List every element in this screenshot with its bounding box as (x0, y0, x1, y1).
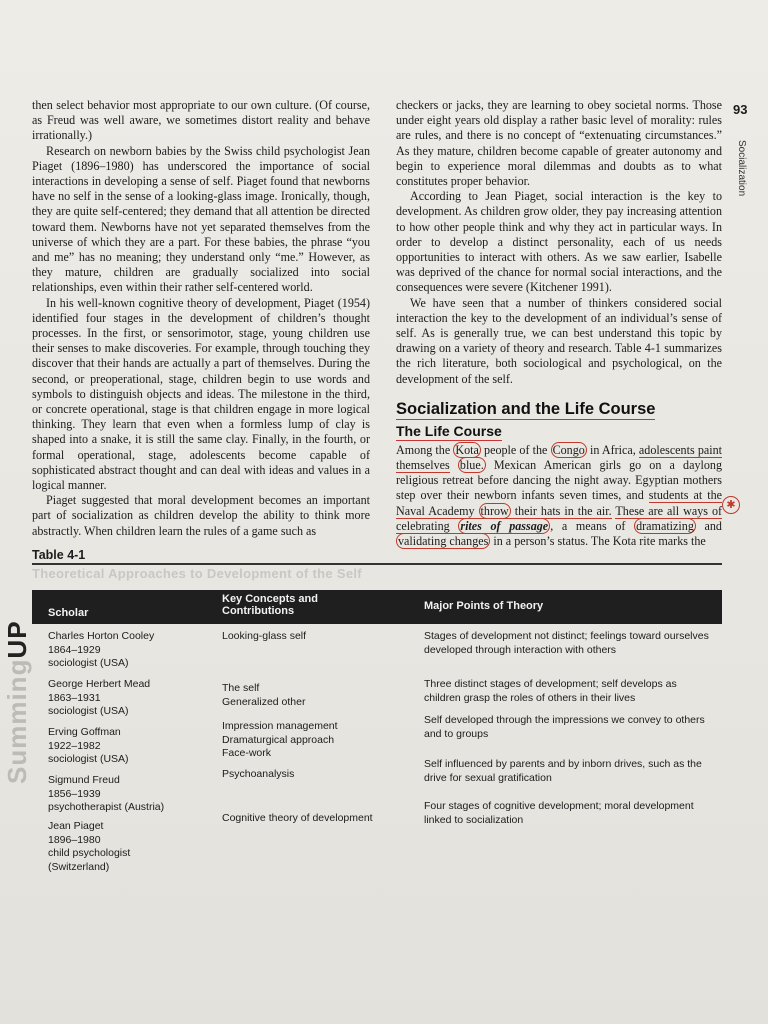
annotation-circle: throw (480, 503, 509, 518)
points-cell: Self developed through the impressions we convey to others and to groups (424, 714, 705, 740)
points-cell: Self influenced by parents and by inborn drives, such as the drive for sexual gratification (424, 758, 702, 784)
annotation-circle: Kota (455, 442, 479, 457)
annotation-underline: adolescents paint themselves (396, 442, 722, 473)
points-cell: Three distinct stages of development; self develops as children grasp the roles of others in their lives (424, 678, 677, 704)
points-cell: Four stages of cognitive development; moral development linked to socialization (424, 800, 694, 826)
annotation-underline: These are all ways of celebrating (396, 503, 723, 533)
paragraph: Piaget suggested that moral development becomes an important part of socialization as children develop the ability to think more abstractly. When children learn the rules of a game such as (32, 493, 370, 538)
right-column (396, 98, 722, 549)
table-label: Table 4-1 (32, 548, 86, 562)
page-number: 93 (733, 102, 748, 117)
sub-heading: The Life Course (396, 422, 502, 439)
paragraph: then select behavior most appropriate to our own culture. (Of course, as Freud was well aware, we sometimes distort reality and behave irrationally.) (32, 98, 370, 143)
annotation-circle: dramatizing (636, 518, 694, 533)
scholar-cell: Jean Piaget 1896–1980 child psychologist (Switzerland) (48, 820, 131, 873)
paragraph: checkers or jacks, they are learning to obey societal norms. Those under eight years old display a rather basic level of morality: rules are rules, and there is no concept of “extenuating circumstances.” As they mature, children become capable of greater autonomy and begin to experience moral dilemmas and doubts as to what constitutes proper behavior. (396, 98, 722, 189)
annotation-asterisk-icon: ✱ (722, 496, 740, 514)
table-divider (32, 563, 722, 565)
annotation-circle: rites of passage (460, 518, 549, 533)
points-cell: Stages of development not distinct; feelings toward ourselves developed through interaction with others (424, 630, 709, 656)
annotation-circle: validating changes (398, 534, 489, 549)
scholar-cell: George Herbert Mead 1863–1931 sociologist (USA) (48, 678, 151, 717)
header-major-points: Major Points of Theory (424, 600, 544, 612)
paragraph: In his well-known cognitive theory of development, Piaget (1954) identified four stages in the development of children’s thought processes. In the first, or sensorimotor, stage, young children use their senses to make discoveries. For example, through touching they discover that their hands are actually a part of themselves. During the second, or preoperational, stage, children begin to use words and symbols to distinguish objects and ideas. The milestone in the third, or concrete operational, stage is that children engage in more logical thinking. They learn that even when a formless lump of clay is shaped into a snake, it is still the same clay. Finally, in the fourth, or formal operational, stage, adolescents become capable of sophisticated abstract thought and can deal with ideas and values in a logical manner. (32, 295, 370, 493)
header-scholar: Scholar (48, 607, 89, 619)
paragraph: Research on newborn babies by the Swiss child psychologist Jean Piaget (1896–1980) has underscored the importance of social interactions in developing a sense of self. Piaget found that newborns have no self in the sense of a looking-glass image. Ironically, though, they are quite self-centered; they demand that all attention be directed toward them. Newborns have not yet separated themselves from the universe of which they are a part. For these babies, the phrase “you and me” has no meaning; they understand only “me.” However, as they mature, children are gradually socialized into social relationships, even within their rather self-centered world. (32, 143, 370, 295)
paragraph: According to Jean Piaget, social interaction is the key to development. As children grow older, they pay increasing attention to how other people think and why they act in particular ways. In order to develop a distinct personality, each of us needs opportunities to interact with others. As we saw earlier, Isabelle was deprived of the chance for normal social interactions, and the consequences were severe (Kitchener 1991). (396, 189, 722, 295)
concepts-cell: Impression management Dramaturgical approach Face-work (222, 720, 338, 759)
annotation-underline: students at the Naval Academy (396, 488, 722, 518)
scholar-cell: Erving Goffman 1922–1982 sociologist (USA) (48, 726, 129, 765)
annotation-circle: blue. (459, 458, 484, 473)
life-course-paragraph: Among the Kota people of the Congo in Africa, adolescents paint themselves blue. Mexican American girls go on a daylong religious retreat before dancing the night away. Egyptian mothers step over their newborn infants seven times, and students at the Naval Academy throw their hats in the air. These are all ways of celebrating rites of passage , a means of dramatizing and validating changes in a person’s status. The Kota rite marks the (396, 442, 723, 549)
summing-up-label: SummingUP (2, 620, 32, 784)
paragraph: We have seen that a number of thinkers considered social interaction the key to the development of an individual’s sense of self. As is generally true, we can best understand this topic by drawing on a variety of theory and research. Table 4-1 summarizes the rich literature, both sociological and psychological, on the development of the self. (396, 295, 722, 386)
left-column (32, 98, 370, 539)
concepts-cell: Psychoanalysis (222, 768, 295, 780)
annotation-circle: Congo (552, 442, 585, 457)
concepts-cell: The self Generalized other (222, 682, 306, 708)
concepts-cell: Cognitive theory of development (222, 812, 373, 824)
table-header (32, 590, 722, 624)
table-title: Theoretical Approaches to Development of the Self (32, 566, 362, 581)
annotation-underline: their hats in the air. (510, 503, 612, 518)
concepts-cell: Looking-glass self (222, 630, 307, 642)
scholar-cell: Sigmund Freud 1856–1939 psychotherapist (Austria) (48, 774, 165, 813)
section-heading: Socialization and the Life Course (396, 399, 656, 418)
header-key-concepts: Key Concepts and Contributions (222, 593, 318, 617)
running-head: Socialization (736, 140, 747, 197)
scholar-cell: Charles Horton Cooley 1864–1929 sociologist (USA) (48, 630, 155, 669)
